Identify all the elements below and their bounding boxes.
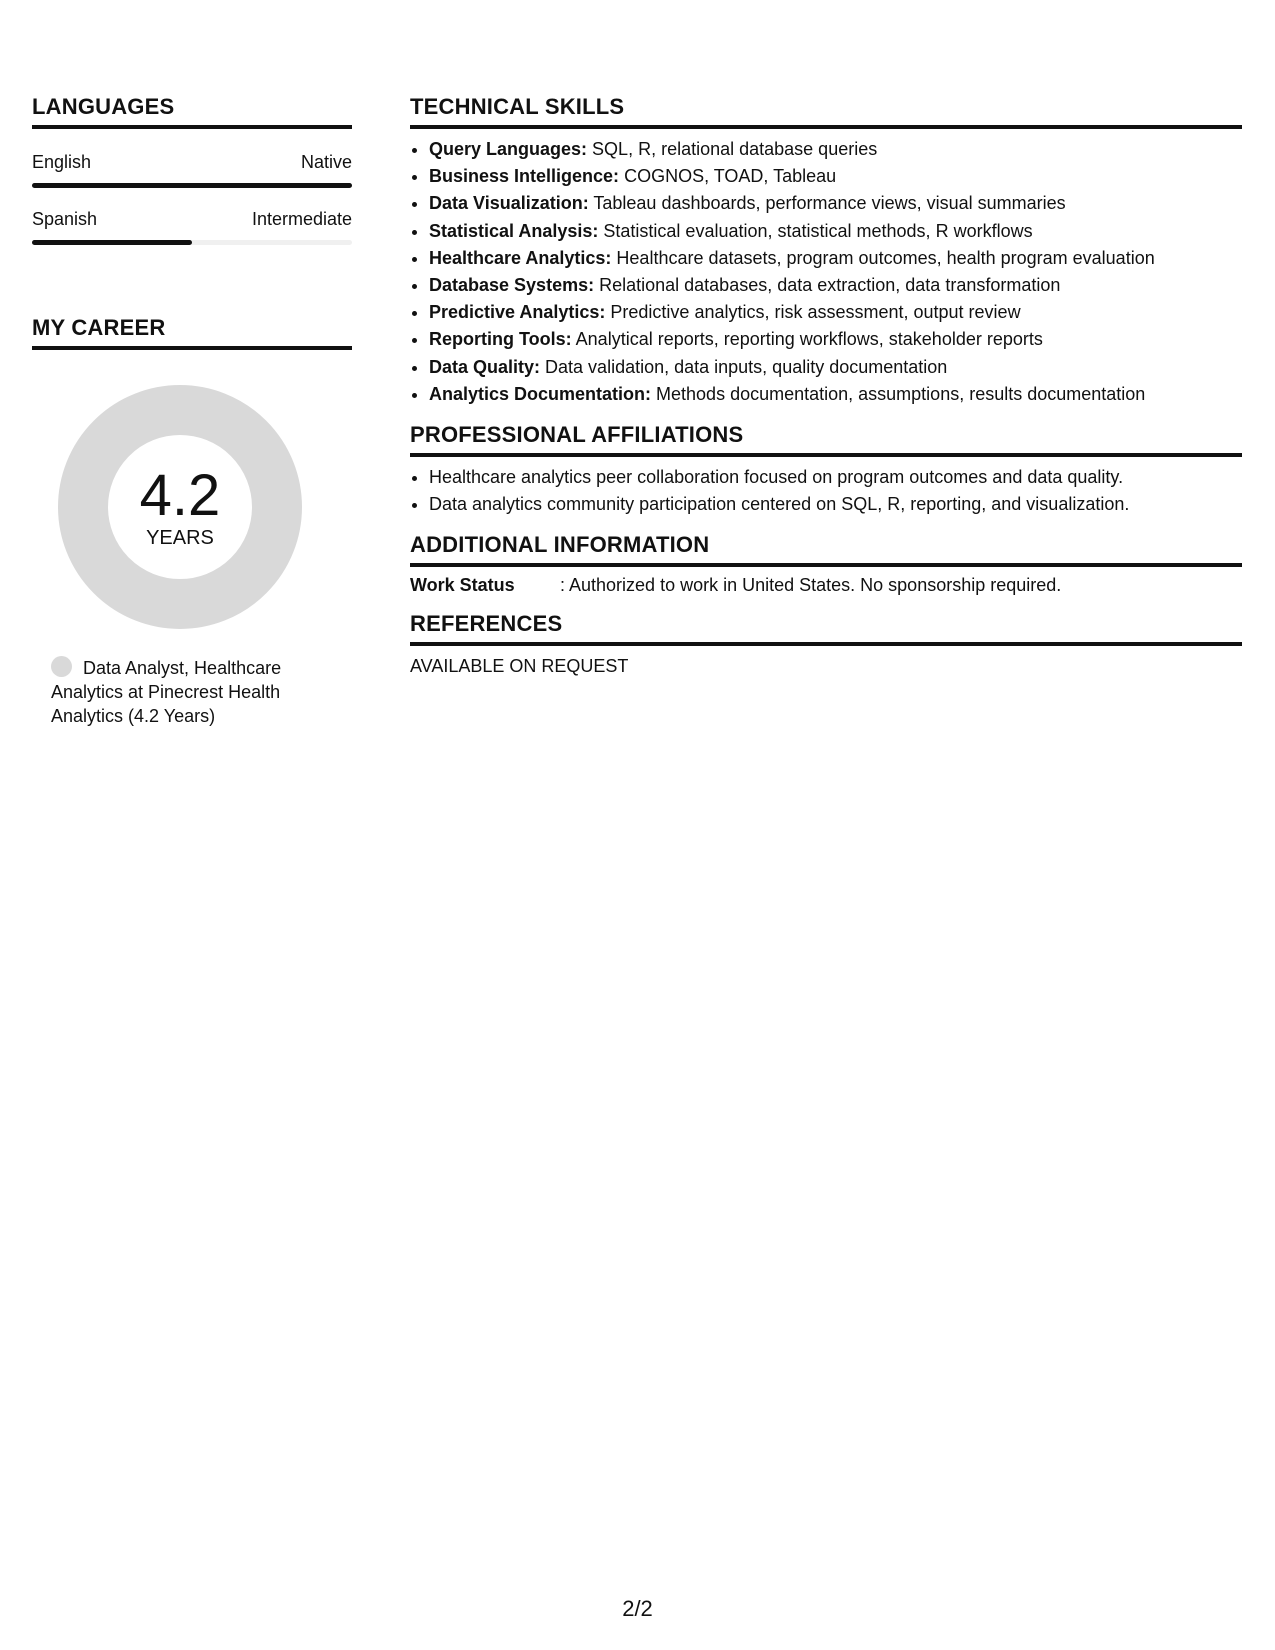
technical-skill-item	[429, 326, 1242, 353]
skill-label: Reporting Tools:	[429, 329, 572, 350]
language-level: Intermediate	[251, 209, 352, 229]
career-total-value: 4.2	[139, 463, 221, 528]
references-section	[410, 611, 1242, 678]
skill-label: Data Quality:	[429, 356, 541, 377]
languages-heading: LANGUAGES	[32, 94, 352, 129]
affiliations-list	[410, 464, 1242, 518]
skill-label: Healthcare Analytics:	[429, 247, 612, 268]
skill-label: Data Visualization:	[429, 193, 589, 214]
career-legend-item	[51, 656, 311, 728]
career-donut-chart	[57, 384, 303, 630]
technical-skill-item	[429, 136, 1242, 163]
right-column	[410, 94, 1242, 678]
references-text: AVAILABLE ON REQUEST	[410, 656, 629, 677]
career-total-unit: YEARS	[146, 527, 214, 549]
career-donut-center	[57, 463, 303, 550]
language-name: English	[32, 152, 92, 172]
technical-skills-list	[410, 136, 1242, 408]
skill-text: Predictive analytics, risk assessment, output review	[605, 302, 1021, 323]
skill-text: Statistical evaluation, statistical methods, R workflows	[598, 220, 1033, 241]
career-legend-label: Data Analyst, Healthcare Analytics at Pinecrest Health Analytics (4.2 Years)	[51, 658, 282, 726]
legend-dot-icon	[51, 656, 72, 677]
language-proficiency-bar	[32, 240, 352, 245]
language-item	[32, 208, 352, 245]
technical-skill-item	[429, 218, 1242, 245]
technical-skill-item	[429, 163, 1242, 190]
language-item	[32, 151, 352, 188]
work-status-row	[410, 573, 1242, 597]
skill-text: COGNOS, TOAD, Tableau	[619, 166, 837, 187]
technical-skill-item	[429, 245, 1242, 272]
skill-text: Data validation, data inputs, quality documentation	[540, 356, 948, 377]
references-heading: REFERENCES	[410, 611, 1242, 646]
skill-label: Query Languages:	[429, 139, 588, 159]
work-status-label: Work Status	[410, 575, 515, 596]
page-number: 2/2	[622, 1596, 653, 1621]
language-proficiency-fill	[32, 240, 192, 245]
work-status-value: : Authorized to work in United States. No sponsorship required.	[560, 575, 1062, 596]
skill-text: SQL, R, relational database queries	[587, 139, 878, 159]
additional-info-heading: ADDITIONAL INFORMATION	[410, 532, 1242, 567]
affiliations-heading: PROFESSIONAL AFFILIATIONS	[410, 422, 1242, 457]
additional-info-section	[410, 532, 1242, 597]
language-name: Spanish	[32, 209, 98, 229]
technical-skills-heading: TECHNICAL SKILLS	[410, 94, 1242, 129]
career-heading: MY CAREER	[32, 315, 352, 350]
technical-skill-item	[429, 354, 1242, 381]
technical-skill-item	[429, 381, 1242, 408]
language-proficiency-bar	[32, 183, 352, 188]
language-level: Native	[300, 152, 352, 172]
technical-skill-item	[429, 299, 1242, 326]
skill-label: Database Systems:	[429, 275, 595, 296]
skill-label: Statistical Analysis:	[429, 220, 599, 241]
skill-text: Methods documentation, assumptions, results documentation	[651, 383, 1146, 404]
skill-label: Business Intelligence:	[429, 166, 620, 187]
affiliation-item: • Healthcare analytics peer collaboration focused on program outcomes and data quality.	[429, 464, 1242, 491]
skill-label: Analytics Documentation:	[429, 383, 652, 404]
skill-text: Healthcare datasets, program outcomes, health program evaluation	[611, 247, 1155, 268]
skill-text: Analytical reports, reporting workflows, stakeholder reports	[571, 329, 1043, 350]
skill-label: Predictive Analytics:	[429, 302, 606, 323]
affiliations-section	[410, 422, 1242, 518]
skill-text: Tableau dashboards, performance views, visual summaries	[588, 193, 1066, 214]
technical-skill-item	[429, 190, 1242, 217]
skill-text: Relational databases, data extraction, data transformation	[594, 275, 1061, 296]
affiliation-item: • Data analytics community participation centered on SQL, R, reporting, and visualization.	[429, 491, 1242, 518]
language-proficiency-fill	[32, 183, 352, 188]
technical-skill-item	[429, 272, 1242, 299]
left-column	[32, 94, 352, 728]
